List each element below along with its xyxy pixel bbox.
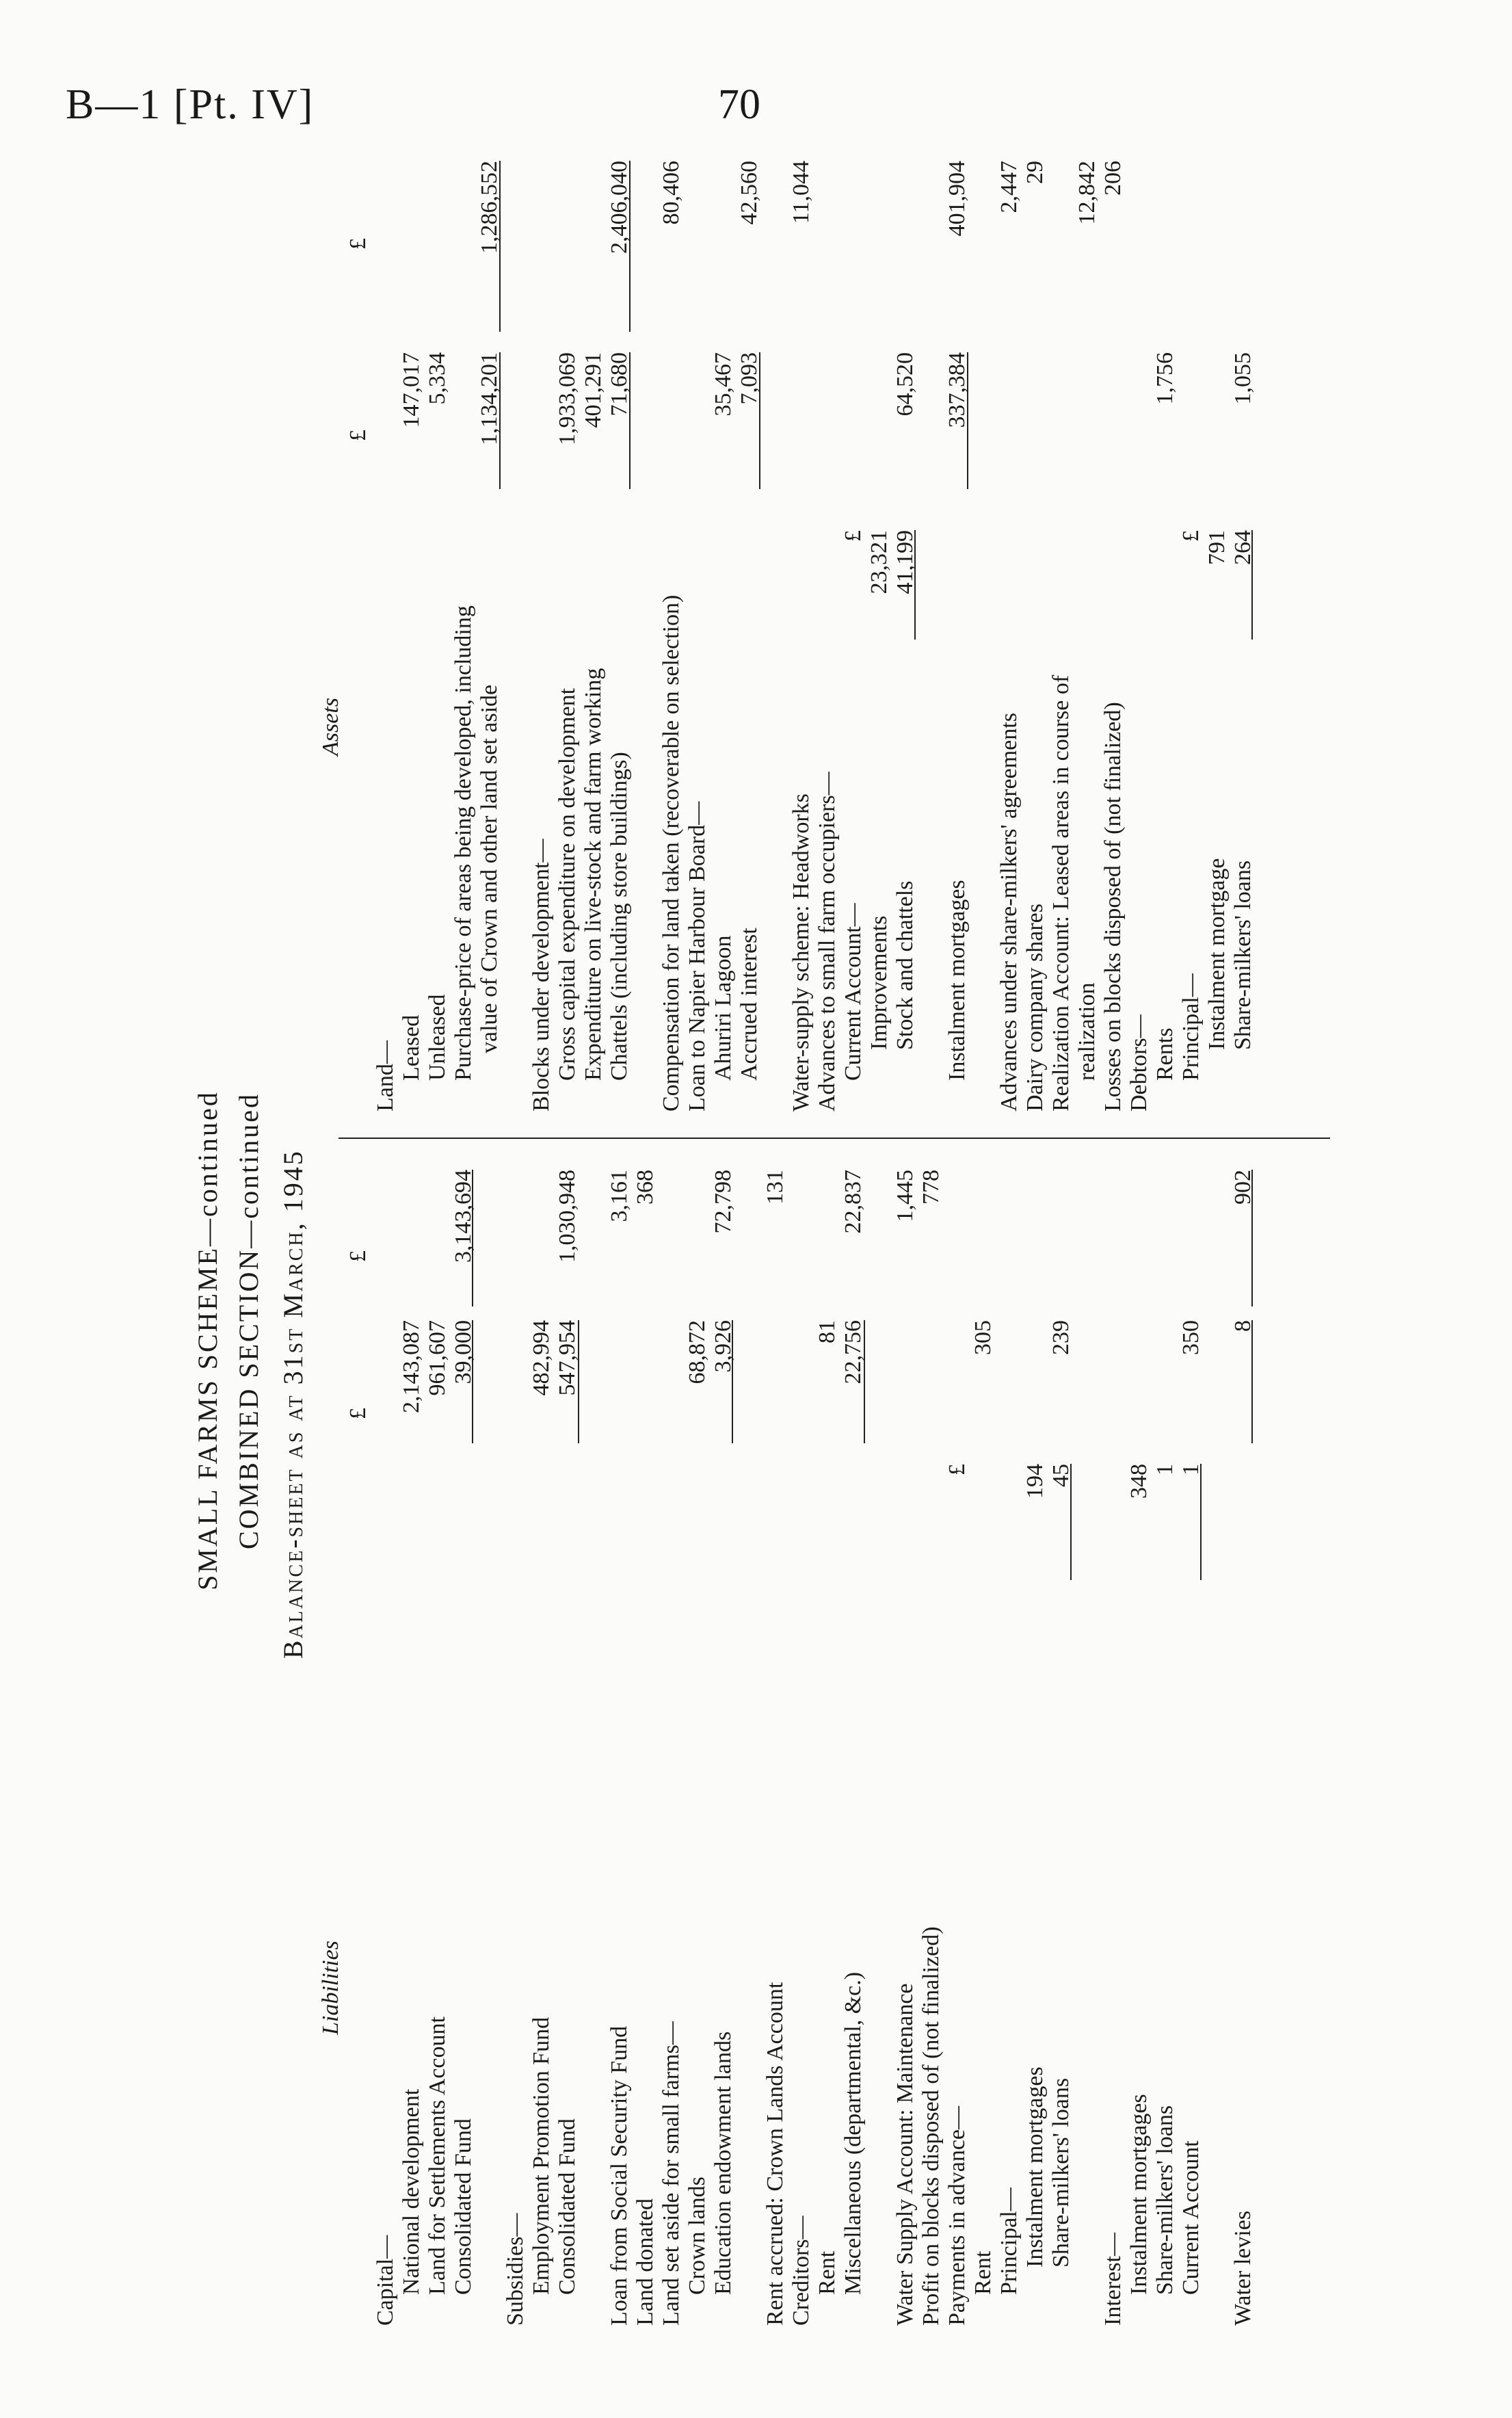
liability-amount-c2: 239 [1048,1320,1074,1355]
liability-label: Creditors— [788,2216,814,2326]
table-row [425,99,451,2356]
asset-amount-a1: £ [840,530,866,542]
subtotal-rule [1070,1464,1072,1580]
asset-label: realization [1074,982,1100,1081]
asset-label: Losses on blocks disposed of (not finalized) [1100,702,1126,1112]
asset-label: Advances to small farm occupiers— [814,772,840,1112]
table-row [503,99,529,2356]
table-row [1178,99,1204,2356]
scheme-title: SMALL FARMS SCHEME—continued [192,1090,223,1590]
asset-amount-a3: 29 [1022,161,1048,184]
table-row [1048,99,1074,2356]
liability-label: Consolidated Fund [451,2118,476,2295]
liability-label: Consolidated Fund [555,2118,580,2295]
subtotal-rule [629,161,631,332]
asset-label: Purchase-price of areas being developed, including [451,605,476,1081]
table-row [996,99,1022,2356]
table-row [685,99,711,2356]
asset-label: Chattels (including store buildings) [607,752,632,1081]
table-row [373,99,399,2356]
asset-label: Realization Account: Leased areas in course of [1048,674,1074,1112]
assets-currency-a3: £ [345,238,371,250]
subtotal-rule [499,352,501,489]
subtotal-rule [967,352,968,489]
liability-amount-c2: 68,872 [685,1320,710,1384]
liability-amount-c2: 350 [1178,1320,1204,1355]
liability-label: Land for Settlements Account [425,2016,450,2295]
asset-label: Current Account— [840,903,866,1081]
liability-label: Land set aside for small farms— [659,2021,684,2326]
liability-label: Instalment mortgages [1022,2066,1048,2268]
asset-amount-a2: 1,134,201 [477,352,502,445]
subtotal-rule [1251,1320,1253,1443]
subtotal-rule [629,352,631,489]
liability-label: Water Supply Account: Maintenance [892,1983,918,2326]
asset-label: Instalment mortgages [944,880,970,1081]
asset-amount-a2: 5,334 [425,352,450,405]
assets-currency-a2: £ [345,430,371,441]
liability-label: Employment Promotion Fund [529,2016,554,2295]
asset-label: Water-supply scheme: Headworks [788,793,814,1112]
asset-label: Rents [1152,1027,1178,1081]
asset-amount-a3: 80,406 [659,161,684,225]
liabilities-currency-c3: £ [345,1250,371,1262]
subtotal-rule [472,1170,473,1306]
subtotal-rule [499,161,501,332]
liability-amount-c3: 22,837 [840,1170,866,1234]
asset-label: Ahuriri Lagoon [711,935,736,1081]
asset-label: Expenditure on live-stock and farm working [581,668,606,1081]
asset-amount-a3: 1,286,552 [477,161,502,254]
balance-sheet-rotated [113,99,1467,2356]
subtotal-rule [1251,530,1253,640]
asset-amount-a3: 12,842 [1074,161,1100,225]
liabilities-currency-c2: £ [345,1408,371,1419]
asset-amount-a3: 2,447 [996,161,1022,213]
asset-label: Debtors— [1126,1014,1152,1112]
asset-amount-a2: 337,384 [944,352,970,428]
liability-label: Payments in advance— [944,2105,970,2326]
asset-label: Land— [373,1040,398,1112]
liability-amount-c3: 131 [762,1170,788,1205]
asset-amount-a1: 264 [1230,530,1256,565]
table-row [788,99,814,2356]
page-number: 70 [718,81,760,128]
table-row [840,99,866,2356]
liability-amount-c1: £ [944,1464,970,1475]
liability-label: Share-milkers' loans [1152,2105,1178,2295]
asset-label: Blocks under development— [529,839,554,1112]
table-row [399,99,425,2356]
liability-label: Profit on blocks disposed of (not finalized) [918,1926,944,2326]
asset-amount-a1: 791 [1204,530,1230,565]
asset-amount-a2: 1,756 [1152,352,1178,405]
asset-label: Share-milkers' loans [1230,860,1256,1050]
asset-label: Advances under share-milkers' agreements [996,713,1022,1112]
subtotal-rule [1200,1464,1202,1580]
table-row [581,99,607,2356]
subtotal-rule [578,1320,579,1443]
asset-amount-a3: 206 [1100,161,1126,196]
asset-amount-a1: £ [1178,530,1204,542]
liability-label: Current Account [1178,2140,1204,2295]
table-row [1152,99,1178,2356]
table-row [529,99,555,2356]
liability-amount-c2: 482,994 [529,1320,554,1396]
assets-heading: Assets [318,698,343,756]
table-row [711,99,737,2356]
liability-label: National development [399,2088,424,2295]
liability-label: Instalment mortgages [1126,2094,1152,2295]
table-row [1204,99,1230,2356]
liability-label: Rent accrued: Crown Lands Account [762,1982,788,2326]
subtotal-rule [759,352,760,489]
liability-amount-c2: 22,756 [840,1320,866,1384]
asset-label: Unleased [425,994,450,1081]
subtotal-rule [1251,1170,1253,1306]
asset-amount-a3: 11,044 [788,161,814,224]
asset-label: Instalment mortgage [1204,858,1230,1050]
asset-label: Stock and chattels [892,880,918,1050]
asset-amount-a3: 42,560 [737,161,762,225]
liability-amount-c1: 1 [1178,1464,1204,1475]
liability-amount-c2: 3,926 [711,1320,736,1373]
liability-label: Education endowment lands [711,2031,736,2295]
section-title: COMBINED SECTION—continued [233,1092,264,1549]
asset-amount-a2: 64,520 [892,352,918,417]
liability-amount-c2: 39,000 [451,1320,476,1384]
liability-amount-c3: 368 [633,1170,658,1205]
table-row [1074,99,1100,2356]
asset-amount-a3: 401,904 [944,161,970,237]
liability-amount-c2: 305 [970,1320,996,1355]
liability-amount-c2: 8 [1230,1320,1256,1332]
table-row [892,99,918,2356]
liability-amount-c2: 547,954 [555,1320,580,1396]
subtotal-rule [472,1320,473,1443]
asset-label: Gross capital expenditure on development [555,687,580,1081]
asset-label: Improvements [866,915,892,1050]
liability-label: Rent [814,2250,840,2295]
asset-amount-a2: 7,093 [737,352,762,405]
liability-amount-c3: 72,798 [711,1170,736,1234]
table-row [762,99,788,2356]
table-row [866,99,892,2356]
asset-label: Leased [399,1014,424,1081]
liabilities-heading: Liabilities [318,1941,343,2035]
sheet-title: Balance-sheet as at 31st March, 1945 [278,1149,308,1659]
asset-amount-a2: 147,017 [399,352,424,428]
asset-label: Compensation for land taken (recoverable on selection) [659,594,684,1112]
asset-amount-a2: 71,680 [607,352,632,417]
liability-label: Miscellaneous (departmental, &c.) [840,1971,866,2295]
table-row [1126,99,1152,2356]
table-row [1022,99,1048,2356]
liability-label: Subsidies— [503,2213,528,2326]
asset-amount-a2: 401,291 [581,352,606,428]
liability-amount-c1: 45 [1048,1464,1074,1487]
liability-amount-c3: 1,030,948 [555,1170,580,1263]
liability-label: Loan from Social Security Fund [607,2025,632,2326]
document-reference: B—1 [Pt. IV] [66,81,315,128]
liability-label: Rent [970,2250,996,2295]
liability-amount-c3: 3,143,694 [451,1170,476,1263]
liability-label: Share-milkers' loans [1048,2077,1074,2268]
table-row [970,99,996,2356]
liability-label: Capital— [373,2235,398,2326]
liability-amount-c1: 194 [1022,1464,1048,1499]
table-row [633,99,659,2356]
asset-label: Dairy company shares [1022,903,1048,1112]
liability-label: Interest— [1100,2233,1126,2326]
table-row [814,99,840,2356]
liability-amount-c1: 1 [1152,1464,1178,1475]
table-row [659,99,685,2356]
liability-amount-c2: 2,143,087 [399,1320,424,1413]
subtotal-rule [732,1320,733,1443]
liability-amount-c3: 3,161 [607,1170,632,1222]
asset-amount-a2: 1,933,069 [555,352,580,445]
asset-amount-a1: 23,321 [866,530,892,594]
asset-amount-a3: 2,406,040 [607,161,632,254]
asset-label: Loan to Napier Harbour Board— [685,801,710,1112]
table-row [918,99,944,2356]
liability-label: Crown lands [685,2177,710,2295]
liability-amount-c3: 902 [1230,1170,1256,1205]
liability-amount-c2: 961,607 [425,1320,450,1396]
table-row [555,99,581,2356]
subtotal-rule [864,1320,865,1443]
asset-label: value of Crown and other land set aside [477,684,502,1053]
asset-label: Principal— [1178,973,1204,1081]
asset-label: Accrued interest [737,928,762,1081]
asset-amount-a2: 1,055 [1230,352,1256,405]
liability-amount-c3: 778 [918,1170,944,1205]
liability-amount-c3: 1,445 [892,1170,918,1222]
liability-amount-c2: 81 [814,1320,840,1343]
asset-amount-a1: 41,199 [892,530,918,594]
liability-label: Land donated [633,2198,658,2326]
liability-label: Water levies [1230,2210,1256,2326]
liability-label: Principal— [996,2187,1022,2295]
subtotal-rule [914,530,916,640]
table-row [1100,99,1126,2356]
asset-amount-a2: 35,467 [711,352,736,417]
liability-amount-c1: 348 [1126,1464,1152,1499]
